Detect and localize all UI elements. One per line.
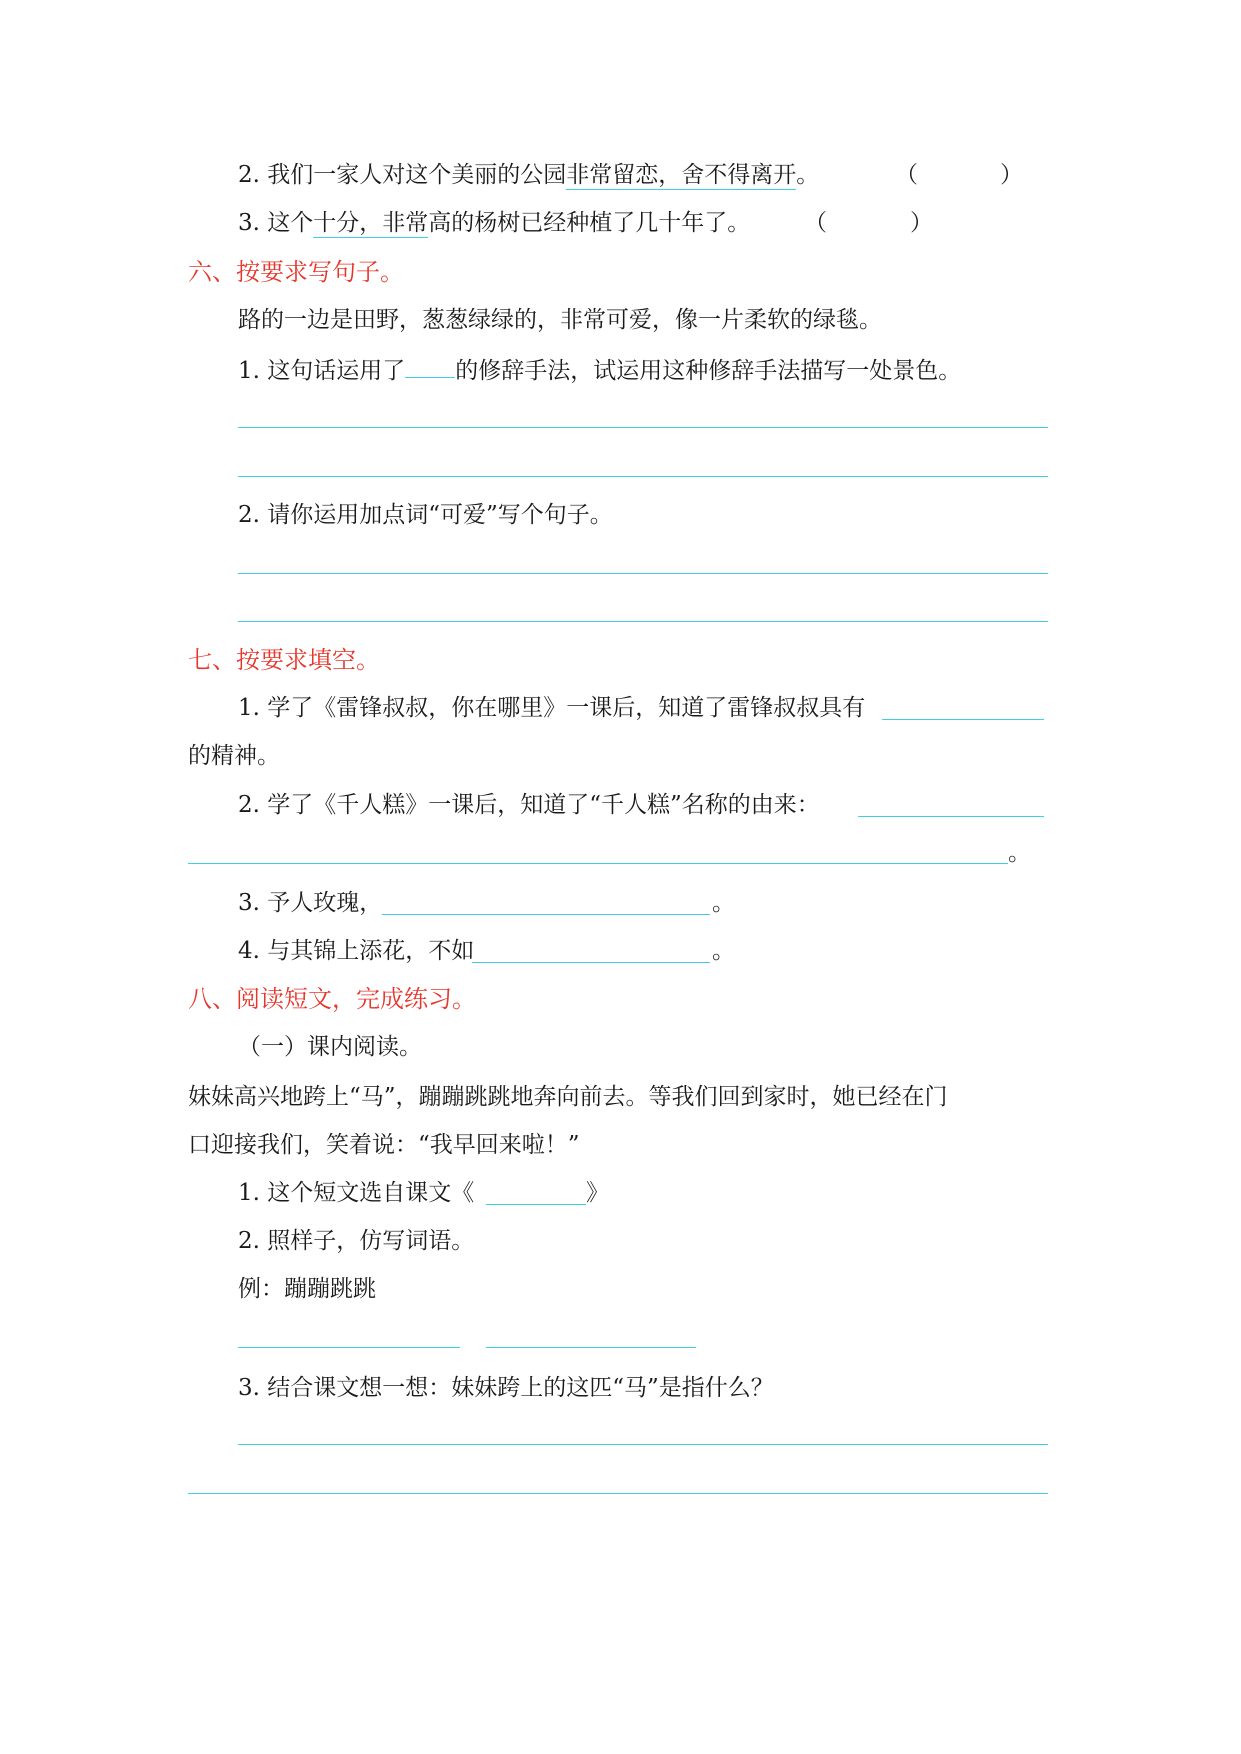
answer-line[interactable] [858, 816, 1044, 817]
section8-heading: 八、阅读短文，完成练习。 [188, 985, 476, 1013]
s8-q2 [238, 1226, 474, 1256]
underlined-phrase: 非常留恋，舍不得离开 [566, 162, 797, 188]
question-text: 请你运用加点词“可爱”写个句子。 [267, 502, 613, 528]
answer-line[interactable] [382, 914, 710, 915]
question-number: 1. [238, 695, 260, 721]
question-end: 。 [796, 162, 820, 188]
question-text: 学了《千人糕》一课后，知道了“千人糕”名称的由来： [267, 792, 820, 818]
question-number: 3. [238, 890, 260, 916]
question-text-end: 的修辞手法，试运用这种修辞手法描写一处景色。 [455, 358, 962, 384]
s5-q3 [238, 208, 750, 238]
answer-line[interactable] [238, 476, 1048, 477]
question-text: 照样子，仿写词语。 [267, 1228, 475, 1254]
answer-line[interactable] [188, 863, 1008, 864]
question-number: 1. [238, 1180, 260, 1206]
s7-q2-end: 。 [1008, 840, 1031, 866]
s6-q1 [238, 353, 961, 386]
passage-line-2: 口迎接我们，笑着说：“我早回来啦！” [188, 1132, 580, 1158]
question-text: 这句话运用了 [267, 358, 406, 384]
s8-example: 例：蹦蹦跳跳 [238, 1276, 376, 1302]
s5-q3-paren-close: ） [910, 210, 933, 236]
question-number: 4. [238, 938, 260, 964]
question-number: 2. [238, 162, 260, 188]
section6-heading: 六、按要求写句子。 [188, 258, 404, 286]
section8-subheading: （一）课内阅读。 [238, 1034, 422, 1060]
question-text: 与其锦上添花，不如 [267, 938, 475, 964]
section7-heading: 七、按要求填空。 [188, 646, 380, 674]
answer-line[interactable] [238, 1347, 460, 1348]
s5-q2-paren-open: （ [895, 162, 918, 188]
s7-q1 [238, 693, 865, 723]
answer-line[interactable] [486, 1204, 586, 1205]
s7-q4-end: 。 [712, 938, 735, 964]
answer-line[interactable] [238, 1444, 1048, 1445]
question-number: 1. [238, 358, 260, 384]
s8-q3 [238, 1373, 774, 1403]
question-text: 予人玫瑰， [267, 890, 383, 916]
s5-q3-paren-open: （ [804, 210, 827, 236]
question-text: 结合课文想一想：妹妹跨上的这匹“马”是指什么？ [267, 1375, 774, 1401]
s5-q2 [238, 160, 819, 190]
s5-q2-paren-close: ） [1000, 162, 1023, 188]
passage-line-1: 妹妹高兴地跨上“马”，蹦蹦跳跳地奔向前去。等我们回到家时，她已经在门 [188, 1084, 948, 1110]
underlined-phrase: 十分，非常 [313, 210, 429, 236]
answer-line[interactable] [882, 719, 1044, 720]
s7-q2 [238, 790, 820, 820]
fill-blank[interactable] [405, 353, 455, 378]
s6-q2 [238, 500, 613, 530]
s8-q1-end: 》 [586, 1180, 609, 1206]
answer-line[interactable] [188, 1493, 1048, 1494]
section6-sentence: 路的一边是田野，葱葱绿绿的，非常可爱，像一片柔软的绿毯。 [238, 307, 882, 333]
question-number: 2. [238, 1228, 260, 1254]
question-number: 3. [238, 210, 260, 236]
question-number: 2. [238, 502, 260, 528]
question-end: 高的杨树已经种植了几十年了。 [428, 210, 751, 236]
s7-q3-end: 。 [712, 890, 735, 916]
answer-line[interactable] [238, 621, 1048, 622]
answer-line[interactable] [238, 573, 1048, 574]
question-text: 这个 [267, 210, 314, 236]
s8-q1 [238, 1178, 474, 1208]
question-text: 我们一家人对这个美丽的公园 [267, 162, 567, 188]
question-number: 2. [238, 792, 260, 818]
s7-q1-continuation: 的精神。 [188, 743, 280, 769]
answer-line[interactable] [486, 1347, 696, 1348]
answer-line[interactable] [238, 427, 1048, 428]
question-text: 学了《雷锋叔叔，你在哪里》一课后，知道了雷锋叔叔具有 [267, 695, 866, 721]
answer-line[interactable] [472, 962, 710, 963]
question-number: 3. [238, 1375, 260, 1401]
s7-q3 [238, 888, 382, 918]
s7-q4 [238, 936, 474, 966]
question-text: 这个短文选自课文《 [267, 1180, 475, 1206]
